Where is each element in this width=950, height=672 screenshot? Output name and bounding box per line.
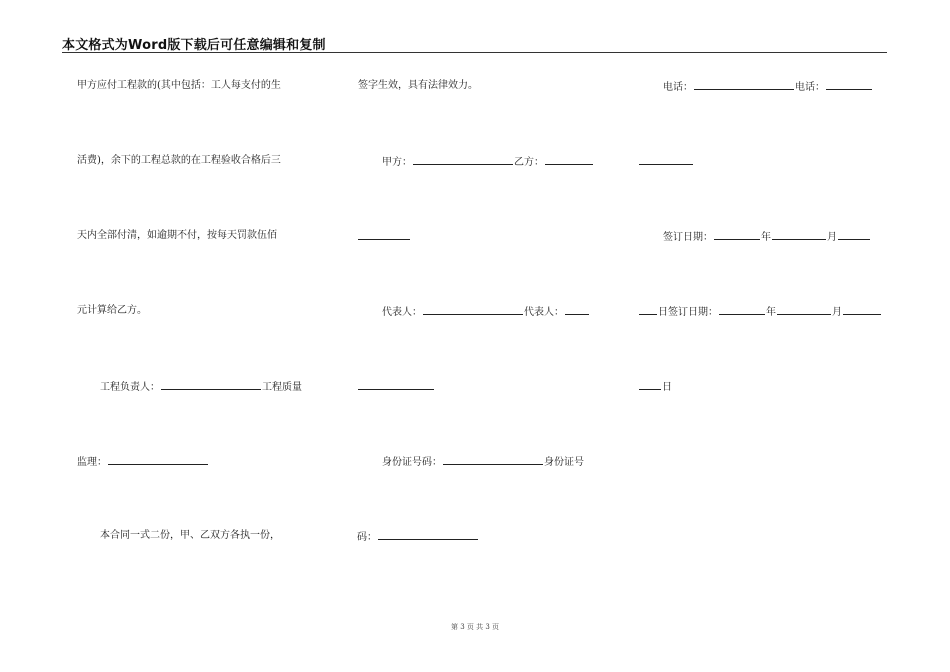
sign-date-a-year-blank [714, 229, 760, 240]
phone-b-blank-continued [639, 154, 693, 165]
col1-line-7: 本合同一式二份，甲、乙双方各执一份， [100, 530, 280, 541]
col1-line-1: 甲方应付工程款的(其中包括：工人每支付的生 [77, 80, 281, 91]
project-manager-blank [161, 379, 261, 390]
id-number-b-blank [378, 529, 478, 540]
phone-b-blank [826, 79, 872, 90]
col3-line-3 [663, 229, 871, 245]
year-label-b: 年 [766, 307, 776, 318]
id-number-label-b: 身份证号 [544, 457, 584, 468]
col2-line-5 [357, 379, 435, 395]
month-label-b: 月 [832, 307, 842, 318]
quality-label: 工程质量 [262, 382, 302, 393]
sign-date-b-month-blank [777, 304, 831, 315]
sign-date-a-label: 签订日期： [663, 232, 713, 243]
col1-line-3: 天内全部付清，如逾期不付，按每天罚款伍佰 [77, 230, 277, 241]
col2-line-7 [357, 529, 479, 545]
col3-line-1 [663, 79, 873, 95]
phone-a-blank [694, 79, 794, 90]
rep-a-blank [423, 304, 523, 315]
header-divider [62, 52, 887, 53]
col2-line-3 [357, 229, 411, 245]
col1-line-4: 元计算给乙方。 [77, 305, 147, 316]
page-number-footer: 第 3 页 共 3 页 [450, 623, 500, 631]
supervisor-label: 监理： [77, 457, 107, 468]
id-number-label-b-continued: 码： [357, 532, 377, 543]
col2-line-4 [382, 304, 590, 320]
supervisor-blank [108, 454, 208, 465]
day-label-b: 日 [662, 382, 672, 393]
rep-b-blank [565, 304, 589, 315]
sign-date-a-day-blank-continued [639, 304, 657, 315]
col2-line-1: 签字生效，具有法律效力。 [358, 80, 478, 91]
sign-date-b-day-blank [843, 304, 881, 315]
col3-line-2 [638, 154, 694, 170]
document-header-title: 本文格式为Word版下载后可任意编辑和复制 [62, 38, 326, 53]
id-number-label: 身份证号码： [382, 457, 442, 468]
year-label: 年 [761, 232, 771, 243]
col1-line-6 [77, 454, 209, 470]
col1-line-2: 活费)，余下的工程总款的在工程验收合格后三 [77, 155, 281, 166]
sign-date-b-day-blank-continued [639, 379, 661, 390]
month-label: 月 [827, 232, 837, 243]
col2-line-6 [382, 454, 584, 470]
sign-date-b-year-blank [719, 304, 765, 315]
rep-a-label: 代表人： [382, 307, 422, 318]
phone-b-label: 电话： [795, 82, 825, 93]
col3-line-5 [638, 379, 672, 395]
sign-date-a-month-blank [772, 229, 826, 240]
party-a-blank [413, 154, 513, 165]
party-b-label: 乙方： [514, 157, 544, 168]
col2-line-2 [382, 154, 594, 170]
phone-a-label: 电话： [663, 82, 693, 93]
rep-b-label: 代表人： [524, 307, 564, 318]
party-b-blank [545, 154, 593, 165]
party-a-label: 甲方： [382, 157, 412, 168]
col3-line-4 [638, 304, 882, 320]
id-number-blank [443, 454, 543, 465]
col1-line-5 [100, 379, 302, 395]
project-manager-label: 工程负责人： [100, 382, 160, 393]
day-and-sign-date-b-label: 日签订日期： [658, 307, 718, 318]
rep-b-blank-continued [358, 379, 434, 390]
party-b-blank-continued [358, 229, 410, 240]
sign-date-a-day-blank [838, 229, 870, 240]
